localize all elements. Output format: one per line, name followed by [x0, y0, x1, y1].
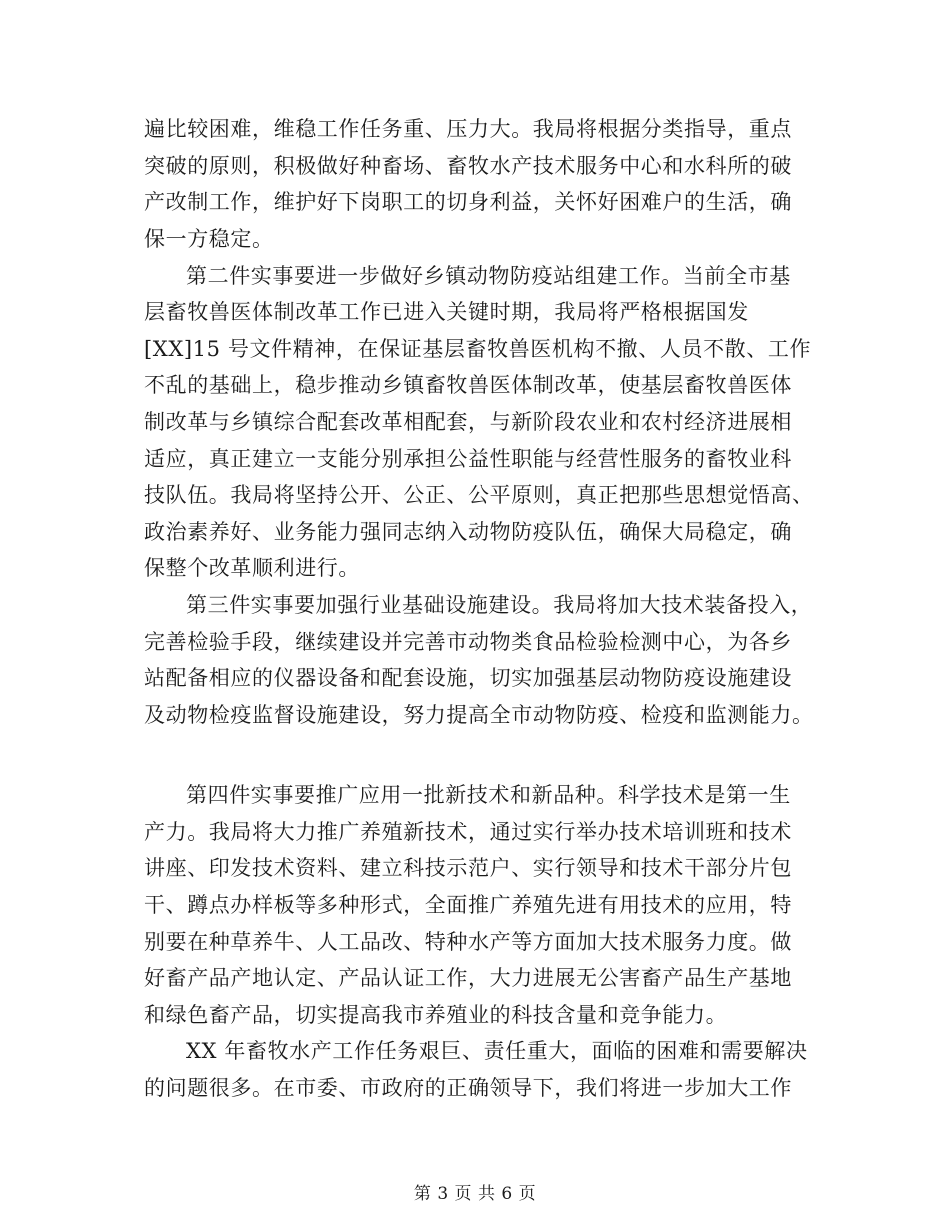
text-line: 第四件实事要推广应用一批新技术和新品种。科学技术是第一生 — [186, 783, 791, 807]
text-line: 政治素养好、业务能力强同志纳入动物防疫队伍，确保大局稳定，确 — [144, 520, 792, 544]
text-line: 产力。我局将大力推广养殖新技术，通过实行举办技术培训班和技术 — [144, 820, 792, 844]
text-line: 别要在种草养牛、人工品改、特种水产等方面加大技术服务力度。做 — [144, 930, 792, 954]
text-line: 产改制工作，维护好下岗职工的切身利益，关怀好困难户的生活，确 — [144, 190, 792, 214]
text-line: 完善检验手段，继续建设并完善市动物类食品检验检测中心，为各乡 — [144, 630, 792, 654]
text-line: 层畜牧兽医体制改革工作已进入关键时期，我局将严格根据国发 — [144, 300, 749, 324]
text-line: 第三件实事要加强行业基础设施建设。我局将加大技术装备投入， — [186, 593, 813, 617]
text-line: 保一方稳定。 — [144, 227, 274, 251]
page-number-footer: 第 3 页 共 6 页 — [413, 1184, 537, 1204]
text-line: 制改革与乡镇综合配套改革相配套，与新阶段农业和农村经济进展相 — [144, 410, 792, 434]
text-line: 不乱的基础上，稳步推动乡镇畜牧兽医体制改革，使基层畜牧兽医体 — [144, 373, 792, 397]
text-line: 干、蹲点办样板等多种形式，全面推广养殖先进有用技术的应用，特 — [144, 893, 792, 917]
text-line: [XX]15 号文件精神，在保证基层畜牧兽医机构不撤、人员不散、工作 — [144, 337, 812, 361]
text-line: 保整个改革顺利进行。 — [144, 556, 360, 580]
text-line: 站配备相应的仪器设备和配套设施，切实加强基层动物防疫设施建设 — [144, 666, 792, 690]
text-line: 突破的原则，积极做好种畜场、畜牧水产技术服务中心和水科所的破 — [144, 154, 792, 178]
text-line: 和绿色畜产品，切实提高我市养殖业的科技含量和竞争能力。 — [144, 1003, 728, 1027]
text-line: 的问题很多。在市委、市政府的正确领导下，我们将进一步加大工作 — [144, 1076, 792, 1100]
text-line: 第二件实事要进一步做好乡镇动物防疫站组建工作。当前全市基 — [186, 264, 791, 288]
text-line: 适应，真正建立一支能分别承担公益性职能与经营性服务的畜牧业科 — [144, 447, 792, 471]
text-line: 好畜产品产地认定、产品认证工作，大力进展无公害畜产品生产基地 — [144, 966, 792, 990]
text-line: 讲座、印发技术资料、建立科技示范户、实行领导和技术干部分片包 — [144, 856, 792, 880]
text-line: 及动物检疫监督设施建设，努力提高全市动物防疫、检疫和监测能力。 — [144, 703, 814, 727]
text-line: 技队伍。我局将坚持公开、公正、公平原则，真正把那些思想觉悟高、 — [144, 483, 814, 507]
text-line: 遍比较困难，维稳工作任务重、压力大。我局将根据分类指导，重点 — [144, 117, 792, 141]
text-line: XX 年畜牧水产工作任务艰巨、责任重大，面临的困难和需要解决 — [186, 1039, 808, 1063]
